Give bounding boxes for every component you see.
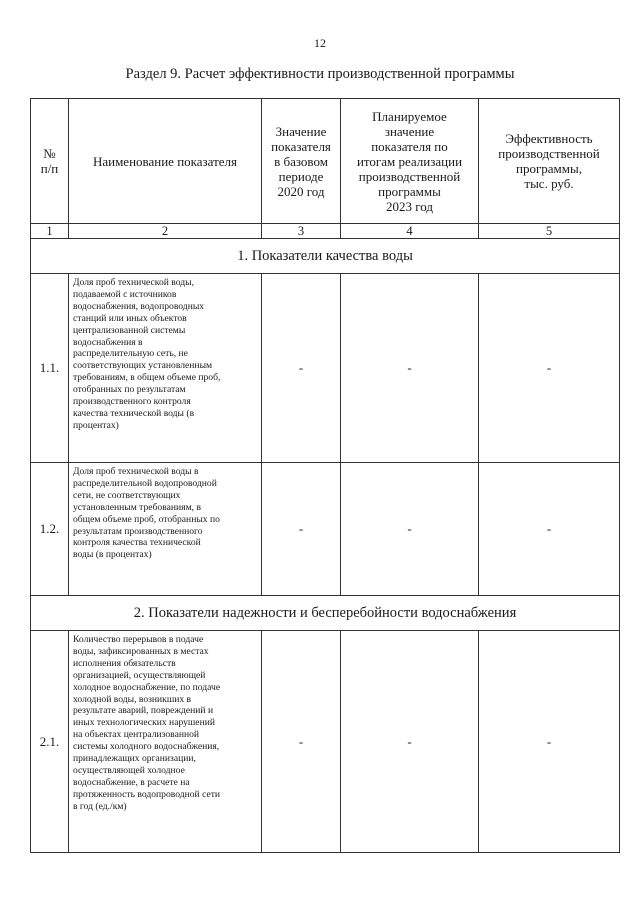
row-base-value: - — [262, 463, 341, 596]
row-base-value: - — [262, 274, 341, 463]
group-title: 1. Показатели качества воды — [31, 239, 620, 274]
table-row — [31, 631, 620, 853]
group-title: 2. Показатели надежности и бесперебойности водоснабжения — [31, 596, 620, 631]
header-planned-value: Планируемое значение показателя по итогам реализации производственной программы 2023 год — [341, 99, 479, 224]
page-number: 12 — [314, 36, 326, 50]
row-number: 1.2. — [31, 463, 69, 596]
header-indicator-name: Наименование показателя — [69, 99, 262, 224]
row-base-value: - — [262, 631, 341, 853]
column-number: 3 — [262, 224, 341, 239]
section-title: Раздел 9. Расчет эффективности производственной программы — [125, 66, 515, 82]
column-number: 5 — [479, 224, 620, 239]
header-row — [31, 99, 620, 224]
table-row — [31, 463, 620, 596]
table-row — [31, 274, 620, 463]
row-efficiency-value: - — [479, 631, 620, 853]
row-number: 1.1. — [31, 274, 69, 463]
column-number-row — [31, 224, 620, 239]
column-number: 2 — [69, 224, 262, 239]
row-planned-value: - — [341, 463, 479, 596]
row-description: Количество перерывов в подаче воды, зафиксированных в местах исполнения обязательств организацией, осуществляющей холодное водоснабжение, по подаче холодной воды, возникших в результате аварий, повреждений и иных технологических нарушений на объектах централизованной системы холодного водоснабжения, принадлежащих организации, осуществляющей холодное водоснабжение, в расчете на протяженность водопроводной сети в год (ед./км) — [69, 631, 262, 853]
header-efficiency: Эффективность производственной программы, тыс. руб. — [479, 99, 620, 224]
group-header-row — [31, 596, 620, 631]
group-header-row — [31, 239, 620, 274]
column-number: 4 — [341, 224, 479, 239]
row-efficiency-value: - — [479, 274, 620, 463]
row-number: 2.1. — [31, 631, 69, 853]
row-efficiency-value: - — [479, 463, 620, 596]
row-description: Доля проб технической воды, подаваемой с источников водоснабжения, водопроводных станций или иных объектов централизованной системы водоснабжения в распределительную сеть, не соответствующих установленным требованиям, в общем объеме проб, отобранных по результатам производственного контроля качества технической воды (в процентах) — [69, 274, 262, 463]
column-number: 1 — [31, 224, 69, 239]
row-planned-value: - — [341, 631, 479, 853]
row-planned-value: - — [341, 274, 479, 463]
header-base-value: Значение показателя в базовом периоде 2020 год — [262, 99, 341, 224]
header-num: № п/п — [31, 99, 69, 224]
row-description: Доля проб технической воды в распределительной водопроводной сети, не соответствующих установленным требованиям, в общем объеме проб, отобранных по результатам производственного контроля качества технической воды (в процентах) — [69, 463, 262, 596]
efficiency-table — [30, 98, 620, 853]
